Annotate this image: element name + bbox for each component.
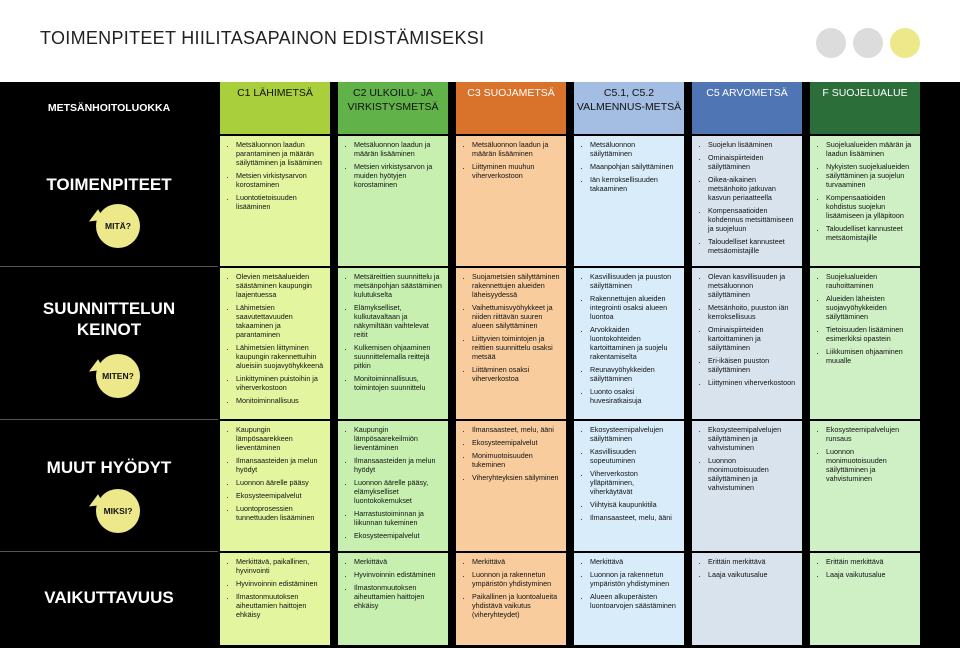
bullet-list bbox=[462, 557, 560, 619]
bullet-list bbox=[226, 140, 324, 211]
list-item: • Metsänhoito, puuston iän kerroksellisuus bbox=[708, 303, 796, 321]
bullet-list bbox=[462, 272, 560, 383]
bullet-list bbox=[226, 272, 324, 405]
table-cell bbox=[692, 421, 802, 551]
table-cell bbox=[456, 268, 566, 419]
list-item: • Merkittävä bbox=[590, 557, 678, 566]
row-divider bbox=[0, 551, 218, 552]
row-header bbox=[0, 268, 218, 419]
list-item: • Liikkumisen ohjaaminen muualle bbox=[826, 347, 914, 365]
table-cell bbox=[456, 136, 566, 266]
list-item: • Luonnon äärelle pääsy bbox=[236, 478, 324, 487]
slide-dot-1 bbox=[816, 28, 846, 58]
list-item: • Metsäluonnon laadun parantaminen ja määrän säilyttäminen ja lisääminen bbox=[236, 140, 324, 167]
list-item: • Metsäluonnon säilyttäminen bbox=[590, 140, 678, 158]
column-header: C5.1, C5.2 VALMENNUS-METSÄ bbox=[574, 82, 684, 134]
list-item: • Alueiden läheisten suojavyöhykkeiden säilyttäminen bbox=[826, 294, 914, 321]
table-cell bbox=[574, 421, 684, 551]
list-item: • Taloudelliset kannusteet metsäomistajille bbox=[826, 224, 914, 242]
bullet-list bbox=[698, 425, 796, 492]
list-item: • Liittyminen muuhun viherverkostoon bbox=[472, 162, 560, 180]
list-item: • Ominaispiirteiden kartoittaminen ja säilyttäminen bbox=[708, 325, 796, 352]
bullet-list bbox=[226, 425, 324, 522]
table-cell bbox=[338, 553, 448, 645]
list-item: • Suojametsien säilyttäminen rakennettujen alueiden läheisyydessä bbox=[472, 272, 560, 299]
list-item: • Elämykselliset, kulkutavaltaan ja näkymiltään vaihtelevat reitit bbox=[354, 303, 442, 339]
list-item: • Viihtyisä kaupunkitila bbox=[590, 500, 678, 509]
bullet-list bbox=[344, 425, 442, 540]
list-item: • Alueen alkuperäisten luontoarvojen säästäminen bbox=[590, 592, 678, 610]
bullet-list bbox=[462, 140, 560, 180]
list-item: • Taloudelliset kannusteet metsäomistajille bbox=[708, 237, 796, 255]
row-label: TOIMENPITEET bbox=[46, 175, 172, 194]
row-divider bbox=[0, 419, 218, 420]
bullet-list bbox=[816, 140, 914, 242]
bullet-list bbox=[698, 557, 796, 579]
list-item: • Oikea-aikainen metsänhoito jatkuvan kasvun periaatteella bbox=[708, 175, 796, 202]
table-cell bbox=[574, 553, 684, 645]
table-cell bbox=[338, 421, 448, 551]
table-cell bbox=[692, 136, 802, 266]
list-item: • Ilmastonmuutoksen aiheuttamien haittojen ehkäisy bbox=[354, 583, 442, 610]
list-item: • Monimuotoisuuden tukeminen bbox=[472, 451, 560, 469]
list-item: • Kaupungin lämpösaarekeilmiön lieventäminen bbox=[354, 425, 442, 452]
list-item: • Tietoisuuden lisääminen esimerkiksi opastein bbox=[826, 325, 914, 343]
bullet-list bbox=[816, 557, 914, 579]
table-cell bbox=[574, 136, 684, 266]
bullet-list bbox=[344, 272, 442, 392]
list-item: • Linkittyminen puistoihin ja viherverkostoon bbox=[236, 374, 324, 392]
list-item: • Nykyisten suojelualueiden säilyttäminen ja suojelun turvaaminen bbox=[826, 162, 914, 189]
list-item: • Luonnon ja rakennetun ympäristön yhdistyminen bbox=[472, 570, 560, 588]
table-cell bbox=[220, 553, 330, 645]
row-label: MUUT HYÖDYT bbox=[46, 458, 172, 477]
list-item: • Monitoiminnallisuus, toimintojen suunnittelu bbox=[354, 374, 442, 392]
list-item: • Merkittävä bbox=[354, 557, 442, 566]
list-item: • Luonto osaksi huvesiratkaisuja bbox=[590, 387, 678, 405]
list-item: • Liittyvien toimintojen ja reittien suunnittelu osaksi metsää bbox=[472, 334, 560, 361]
list-item: • Ekosysteemipalvelujen säilyttäminen ja vahvistuminen bbox=[708, 425, 796, 452]
row-header bbox=[0, 553, 218, 645]
bullet-list bbox=[580, 272, 678, 405]
bullet-list bbox=[580, 425, 678, 522]
bullet-list bbox=[462, 425, 560, 482]
list-item: • Luontoprosessien tunnettuuden lisääminen bbox=[236, 504, 324, 522]
list-item: • Kulkemisen ohjaaminen suunnittelemalla reittejä pitkin bbox=[354, 343, 442, 370]
list-item: • Luontotietoisuuden lisääminen bbox=[236, 193, 324, 211]
list-item: • Ekosysteemipalvelujen säilyttäminen bbox=[590, 425, 678, 443]
list-item: • Suojelualueiden rauhoittaminen bbox=[826, 272, 914, 290]
list-item: • Ilmansaasteiden ja melun hyödyt bbox=[236, 456, 324, 474]
bullet-list bbox=[344, 140, 442, 189]
bullet-list bbox=[580, 557, 678, 610]
list-item: • Reunavyöhykkeiden säilyttäminen bbox=[590, 365, 678, 383]
row-header bbox=[0, 136, 218, 266]
list-item: • Erittäin merkittävä bbox=[708, 557, 796, 566]
list-item: • Metsäreittien suunnittelu ja metsänpohjan säästäminen kulutukselta bbox=[354, 272, 442, 299]
list-item: • Laaja vaikutusalue bbox=[708, 570, 796, 579]
row-divider bbox=[0, 266, 218, 267]
column-header: C1 LÄHIMETSÄ bbox=[220, 82, 330, 134]
list-item: • Liittäminen osaksi viherverkostoa bbox=[472, 365, 560, 383]
list-item: • Eri-ikäisen puuston säilyttäminen bbox=[708, 356, 796, 374]
table-cell bbox=[220, 136, 330, 266]
list-item: • Kompensaatioiden kohdennus metsittämiseen ja suojeluun bbox=[708, 206, 796, 233]
list-item: • Vaihettumisvyöhykkeet ja niiden riittävän suuren alueen säilyttäminen bbox=[472, 303, 560, 330]
header-label: METSÄNHOITOLUOKKA bbox=[47, 102, 171, 114]
list-item: • Ekosysteemipalvelut bbox=[236, 491, 324, 500]
list-item: • Erittäin merkittävä bbox=[826, 557, 914, 566]
list-item: • Kasvillisuuden sopeutuminen bbox=[590, 447, 678, 465]
slide-dot-2 bbox=[853, 28, 883, 58]
bullet-list bbox=[816, 425, 914, 483]
list-item: • Metsien virkistysarvon korostaminen bbox=[236, 171, 324, 189]
list-item: • Hyvinvoinnin edistäminen bbox=[354, 570, 442, 579]
list-item: • Rakennettujen alueiden integrointi osaksi alueen luontoa bbox=[590, 294, 678, 321]
bullet-list bbox=[698, 140, 796, 255]
speech-bubble: MITEN? bbox=[96, 354, 140, 398]
list-item: • Luonnon monimuotoisuuden säilyttäminen ja vahvistuminen bbox=[708, 456, 796, 492]
bullet-list bbox=[698, 272, 796, 387]
table-cell bbox=[456, 421, 566, 551]
list-item: • Ilmansaasteiden ja melun hyödyt bbox=[354, 456, 442, 474]
table-cell bbox=[810, 421, 920, 551]
list-item: • Ekosysteemipalvelut bbox=[472, 438, 560, 447]
list-item: • Luonnon ja rakennetun ympäristön yhdistyminen bbox=[590, 570, 678, 588]
table-cell bbox=[456, 553, 566, 645]
table-cell bbox=[220, 268, 330, 419]
table-cell bbox=[338, 136, 448, 266]
list-item: • Luonnon monimuotoisuuden säilyttäminen ja vahvistuminen bbox=[826, 447, 914, 483]
table-cell bbox=[220, 421, 330, 551]
table-cell bbox=[810, 553, 920, 645]
list-item: • Viheryhteyksien säilyminen bbox=[472, 473, 560, 482]
list-item: • Metsien virkistysarvon ja muiden hyötyjen korostaminen bbox=[354, 162, 442, 189]
list-item: • Kaupungin lämpösaarekkeen lieventäminen bbox=[236, 425, 324, 452]
column-header: C3 SUOJAMETSÄ bbox=[456, 82, 566, 134]
list-item: • Kasvillisuuden ja puuston säilyttäminen bbox=[590, 272, 678, 290]
list-item: • Monitoiminnallisuus bbox=[236, 396, 324, 405]
list-item: • Luonnon äärelle pääsy, elämykselliset luontokokemukset bbox=[354, 478, 442, 505]
list-item: • Ominaispiirteiden säilyttäminen bbox=[708, 153, 796, 171]
column-header: F SUOJELUALUE bbox=[810, 82, 920, 134]
list-item: • Liittyminen viherverkostoon bbox=[708, 378, 796, 387]
list-item: • Suojelualueiden määrän ja laadun lisääminen bbox=[826, 140, 914, 158]
table-cell bbox=[574, 268, 684, 419]
list-item: • Ilmansaasteet, melu, ääni bbox=[472, 425, 560, 434]
row-label: SUUNNITTELUN KEINOT bbox=[42, 299, 176, 339]
list-item: • Merkittävä, paikallinen, hyvinvointi bbox=[236, 557, 324, 575]
list-item: • Merkittävä bbox=[472, 557, 560, 566]
column-header: C2 ULKOILU- JA VIRKISTYSMETSÄ bbox=[338, 82, 448, 134]
speech-bubble: MIKSI? bbox=[96, 489, 140, 533]
list-item: • Arvokkaiden luontokohteiden kartoittaminen ja suojelu rakentamiselta bbox=[590, 325, 678, 361]
row-label: VAIKUTTAVUUS bbox=[44, 588, 174, 607]
bullet-list bbox=[580, 140, 678, 193]
table-cell bbox=[810, 136, 920, 266]
list-item: • Ilmansaasteet, melu, ääni bbox=[590, 513, 678, 522]
list-item: • Metsäluonnon laadun ja määrän lisääminen bbox=[472, 140, 560, 158]
list-item: • Laaja vaikutusalue bbox=[826, 570, 914, 579]
bullet-list bbox=[816, 272, 914, 365]
list-item: • Ilmastonmuutoksen aiheuttamien haittojen ehkäisy bbox=[236, 592, 324, 619]
row-header bbox=[0, 421, 218, 551]
list-item: • Hyvinvoinnin edistäminen bbox=[236, 579, 324, 588]
speech-bubble: MITÄ? bbox=[96, 204, 140, 248]
list-item: • Olevan kasvillisuuden ja metsäluonnon säilyttäminen bbox=[708, 272, 796, 299]
table-cell bbox=[810, 268, 920, 419]
list-item: • Ekosysteemipalvelut bbox=[354, 531, 442, 540]
list-item: • Lähimetsien saavutettavuuden takaaminen ja parantaminen bbox=[236, 303, 324, 339]
list-item: • Viherverkoston ylläpitäminen, viherkäytävät bbox=[590, 469, 678, 496]
table-cell bbox=[338, 268, 448, 419]
page-title: TOIMENPITEET HIILITASAPAINON EDISTÄMISEKSI bbox=[40, 28, 485, 48]
list-item: • Paikallinen ja luontoalueita yhdistävä vaikutus (viheryhteydet) bbox=[472, 592, 560, 619]
list-item: • Metsäluonnon laadun ja määrän lisääminen bbox=[354, 140, 442, 158]
slide-dot-3-active bbox=[890, 28, 920, 58]
list-item: • Iän kerroksellisuuden takaaminen bbox=[590, 175, 678, 193]
list-item: • Suojelun lisääminen bbox=[708, 140, 796, 149]
table-cell bbox=[692, 553, 802, 645]
table-cell bbox=[692, 268, 802, 419]
list-item: • Lähimetsien liittyminen kaupungin rakennettuihin alueisiin suojavyöhykkeenä bbox=[236, 343, 324, 370]
bullet-list bbox=[344, 557, 442, 610]
list-item: • Olevien metsäalueiden säästäminen kaupungin laajentuessa bbox=[236, 272, 324, 299]
bullet-list bbox=[226, 557, 324, 619]
column-header: C5 ARVOMETSÄ bbox=[692, 82, 802, 134]
list-item: • Harrastustoiminnan ja liikunnan tukeminen bbox=[354, 509, 442, 527]
list-item: • Kompensaatioiden kohdistus suojelun lisäämiseen ja ylläpitoon bbox=[826, 193, 914, 220]
list-item: • Ekosysteemipalvelujen runsaus bbox=[826, 425, 914, 443]
list-item: • Maanpohjan säilyttäminen bbox=[590, 162, 678, 171]
